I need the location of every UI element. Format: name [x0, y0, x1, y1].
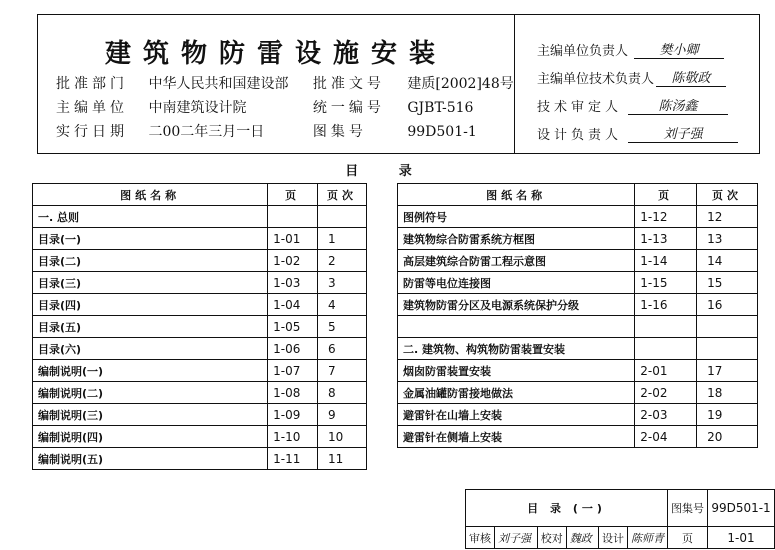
table-row: [398, 338, 758, 360]
signature-row: [537, 39, 724, 59]
drawing-name: 编制说明(五): [33, 448, 268, 470]
signature-label: 主编单位技术负责人: [537, 72, 655, 87]
page-code: 1-09: [268, 404, 318, 426]
drawing-name: 烟囱防雷装置安装: [398, 360, 635, 382]
page-code: [635, 316, 697, 338]
info-label: 主编单位: [56, 100, 128, 116]
drawing-name: 二. 建筑物、构筑物防雷装置安装: [398, 338, 635, 360]
table-row: [398, 404, 758, 426]
page-number: 7: [318, 360, 367, 382]
table-row: [33, 338, 367, 360]
page-code: 1-06: [268, 338, 318, 360]
contents-heading: 目 录: [345, 164, 430, 179]
page-number: [697, 316, 758, 338]
page-code: 1-05: [268, 316, 318, 338]
page-code: [268, 206, 318, 228]
table-row: [398, 228, 758, 250]
drawing-name: 建筑物防雷分区及电源系统保护分级: [398, 294, 635, 316]
page-number: 4: [318, 294, 367, 316]
sheet-title: 目 录 (一): [466, 490, 668, 527]
signature: 樊小卿: [634, 39, 724, 59]
page-number: 1-01: [708, 527, 775, 549]
signature-row: [537, 67, 726, 87]
table-row: [33, 206, 367, 228]
atlas-number-label: 图集号: [668, 490, 708, 527]
page-code: 2-02: [635, 382, 697, 404]
drawing-name: 编制说明(三): [33, 404, 268, 426]
page-number: 5: [318, 316, 367, 338]
page-code: 1-15: [635, 272, 697, 294]
table-row: [33, 228, 367, 250]
drawing-name: 目录(二): [33, 250, 268, 272]
page-number: 19: [697, 404, 758, 426]
drawing-name: 目录(三): [33, 272, 268, 294]
page-code: 1-02: [268, 250, 318, 272]
page-number: 6: [318, 338, 367, 360]
signature-label: 设计负责人: [537, 128, 623, 143]
page-number: 14: [697, 250, 758, 272]
page-number: 18: [697, 382, 758, 404]
title-block-table: [465, 489, 775, 549]
column-header: 页次: [697, 184, 758, 206]
review-label: 审核: [466, 527, 495, 549]
signature-label: 技术审定人: [537, 100, 623, 115]
info-label: 实行日期: [56, 124, 128, 140]
page-code: 1-11: [268, 448, 318, 470]
table-row: [398, 382, 758, 404]
info-value: 中南建筑设计院: [148, 100, 247, 116]
page-code: 1-16: [635, 294, 697, 316]
table-row: [398, 250, 758, 272]
signature-row: [537, 95, 728, 115]
drawing-name: 目录(六): [33, 338, 268, 360]
column-header: 页次: [318, 184, 367, 206]
info-value: GJBT-516: [407, 100, 474, 116]
info-label: 图集号: [312, 124, 367, 140]
info-value: 中华人民共和国建设部: [148, 76, 289, 92]
page-code: [635, 338, 697, 360]
signature: 陈汤鑫: [628, 95, 728, 115]
page-code: 2-03: [635, 404, 697, 426]
drawing-name: [398, 316, 635, 338]
info-value: 99D501-1: [407, 124, 477, 140]
info-row-effective-date: [56, 121, 477, 141]
drawing-name: 金属油罐防雷接地做法: [398, 382, 635, 404]
page-code: 1-10: [268, 426, 318, 448]
atlas-number: 99D501-1: [708, 490, 775, 527]
column-header: 页: [268, 184, 318, 206]
info-label: 统一编号: [312, 100, 385, 116]
table-row: [33, 382, 367, 404]
column-header: 页: [635, 184, 697, 206]
column-header: 图纸名称: [33, 184, 268, 206]
info-row-approval-dept: [56, 73, 514, 93]
page-number: 16: [697, 294, 758, 316]
contents-table-left: [32, 183, 367, 470]
page-number: 8: [318, 382, 367, 404]
table-row: [33, 426, 367, 448]
table-row: [398, 272, 758, 294]
page-number: 17: [697, 360, 758, 382]
page-number: [697, 338, 758, 360]
page-code: 1-01: [268, 228, 318, 250]
info-label: 批准文号: [312, 76, 385, 92]
page-code: 1-13: [635, 228, 697, 250]
page-number: 13: [697, 228, 758, 250]
column-header: 图纸名称: [398, 184, 635, 206]
drawing-name: 编制说明(一): [33, 360, 268, 382]
page-code: 1-07: [268, 360, 318, 382]
page-number: 20: [697, 426, 758, 448]
table-row: [33, 404, 367, 426]
drawing-name: 图例符号: [398, 206, 635, 228]
page-number: 2: [318, 250, 367, 272]
document-title: 建筑物防雷设施安装: [104, 39, 447, 69]
page-code: 1-03: [268, 272, 318, 294]
page-label: 页: [668, 527, 708, 549]
signature: 刘子强: [628, 123, 738, 143]
page-number: 9: [318, 404, 367, 426]
info-value: 二00二年三月一日: [148, 124, 265, 140]
drawing-name: 避雷针在侧墙上安装: [398, 426, 635, 448]
drawing-name: 目录(五): [33, 316, 268, 338]
drawing-name: 目录(四): [33, 294, 268, 316]
table-row: [398, 316, 758, 338]
table-row: [33, 272, 367, 294]
drawing-name: 编制说明(二): [33, 382, 268, 404]
info-label: 批准部门: [56, 76, 128, 92]
table-row: [33, 250, 367, 272]
page-number: 15: [697, 272, 758, 294]
drawing-name: 防雷等电位连接图: [398, 272, 635, 294]
signature: 陈敬政: [656, 67, 726, 87]
page-number: 3: [318, 272, 367, 294]
page-code: 1-08: [268, 382, 318, 404]
page-number: 11: [318, 448, 367, 470]
design-label: 设计: [599, 527, 628, 549]
page-number: 10: [318, 426, 367, 448]
page-code: 2-04: [635, 426, 697, 448]
drawing-name: 一. 总则: [33, 206, 268, 228]
drawing-name: 高层建筑综合防雷工程示意图: [398, 250, 635, 272]
page-code: 1-12: [635, 206, 697, 228]
signature-panel: [515, 14, 760, 154]
table-row: [398, 426, 758, 448]
table-row: [33, 294, 367, 316]
table-row: [33, 448, 367, 470]
contents-table-right: [397, 183, 758, 448]
page-code: 2-01: [635, 360, 697, 382]
info-row-editor-unit: [56, 97, 473, 117]
signature-label: 主编单位负责人: [537, 44, 629, 59]
title-block: [465, 489, 775, 550]
page-number: 1: [318, 228, 367, 250]
table-header-row: [33, 184, 367, 206]
drawing-name: 目录(一): [33, 228, 268, 250]
table-header-row: [398, 184, 758, 206]
page-number: [318, 206, 367, 228]
page-code: 1-04: [268, 294, 318, 316]
table-row: [398, 294, 758, 316]
design-signature: 陈师青: [628, 527, 668, 549]
signature-row: [537, 123, 738, 143]
page-code: 1-14: [635, 250, 697, 272]
table-row: [398, 206, 758, 228]
check-signature: 魏政: [566, 527, 598, 549]
table-row: [33, 360, 367, 382]
page-number: 12: [697, 206, 758, 228]
drawing-name: 避雷针在山墙上安装: [398, 404, 635, 426]
drawing-name: 建筑物综合防雷系统方框图: [398, 228, 635, 250]
drawing-name: 编制说明(四): [33, 426, 268, 448]
info-value: 建质[2002]48号: [407, 76, 514, 92]
table-row: [33, 316, 367, 338]
check-label: 校对: [537, 527, 566, 549]
table-row: [398, 360, 758, 382]
review-signature: 刘子强: [495, 527, 538, 549]
header-info-panel: [37, 14, 515, 154]
